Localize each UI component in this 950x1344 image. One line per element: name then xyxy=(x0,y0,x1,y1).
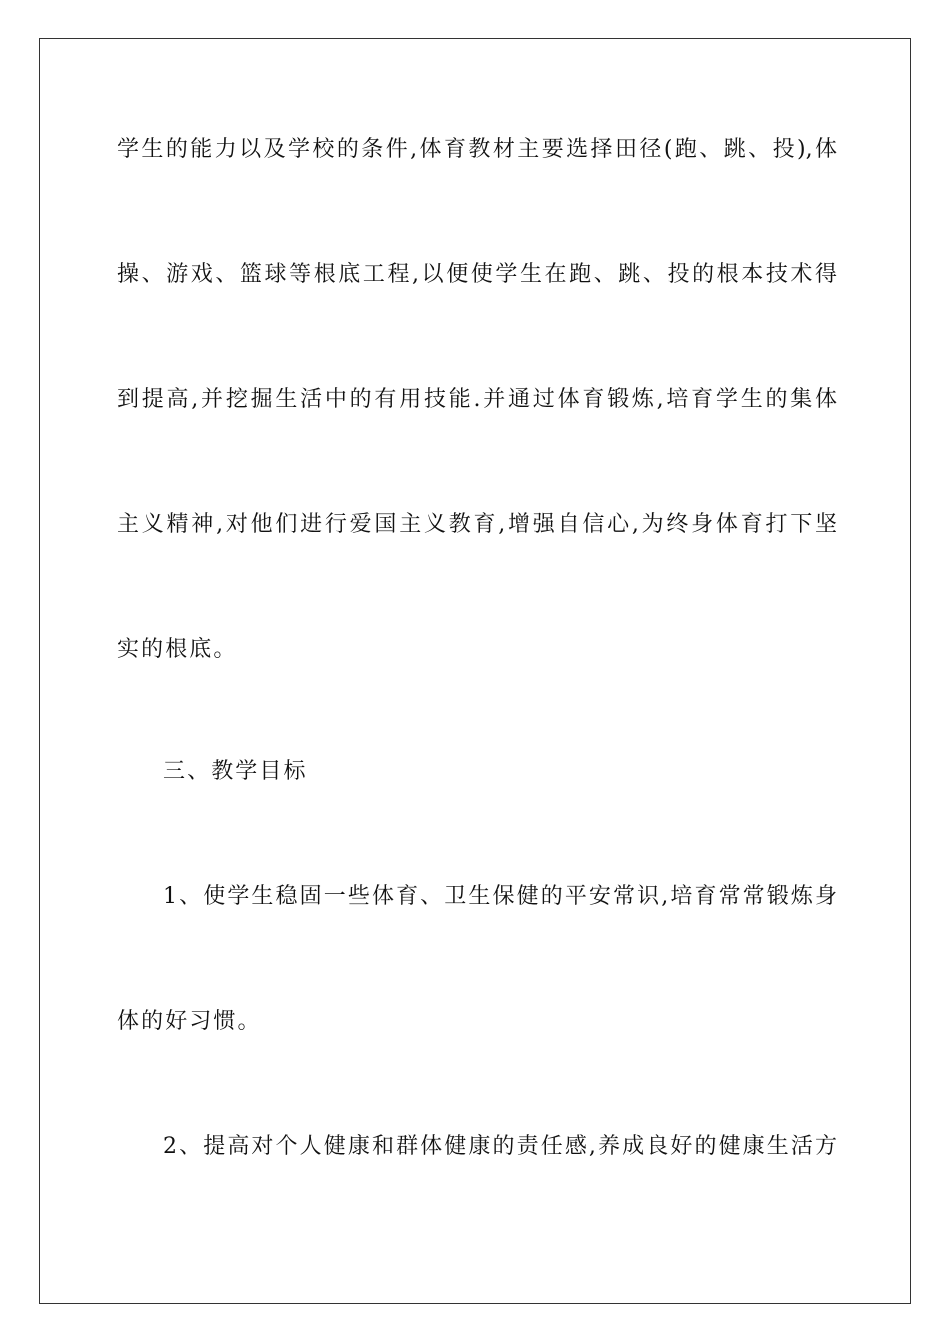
objective-line: 1、使学生稳固一些体育、卫生保健的平安常识,培育常常锻炼身 xyxy=(163,884,837,909)
paragraph-line: 学生的能力以及学校的条件,体育教材主要选择田径(跑、跳、投),体 xyxy=(117,137,837,162)
paragraph-line: 实的根底。 xyxy=(117,637,238,662)
objective-line: 2、提高对个人健康和群体健康的责任感,养成良好的健康生活方 xyxy=(163,1134,837,1159)
page-frame xyxy=(39,38,911,1304)
objective-line: 体的好习惯。 xyxy=(117,1009,262,1034)
paragraph-line: 操、游戏、篮球等根底工程,以便使学生在跑、跳、投的根本技术得 xyxy=(117,262,837,287)
paragraph-line: 主义精神,对他们进行爱国主义教育,增强自信心,为终身体育打下坚 xyxy=(117,512,837,537)
section-heading: 三、教学目标 xyxy=(163,759,308,784)
paragraph-line: 到提高,并挖掘生活中的有用技能.并通过体育锻炼,培育学生的集体 xyxy=(117,387,837,412)
